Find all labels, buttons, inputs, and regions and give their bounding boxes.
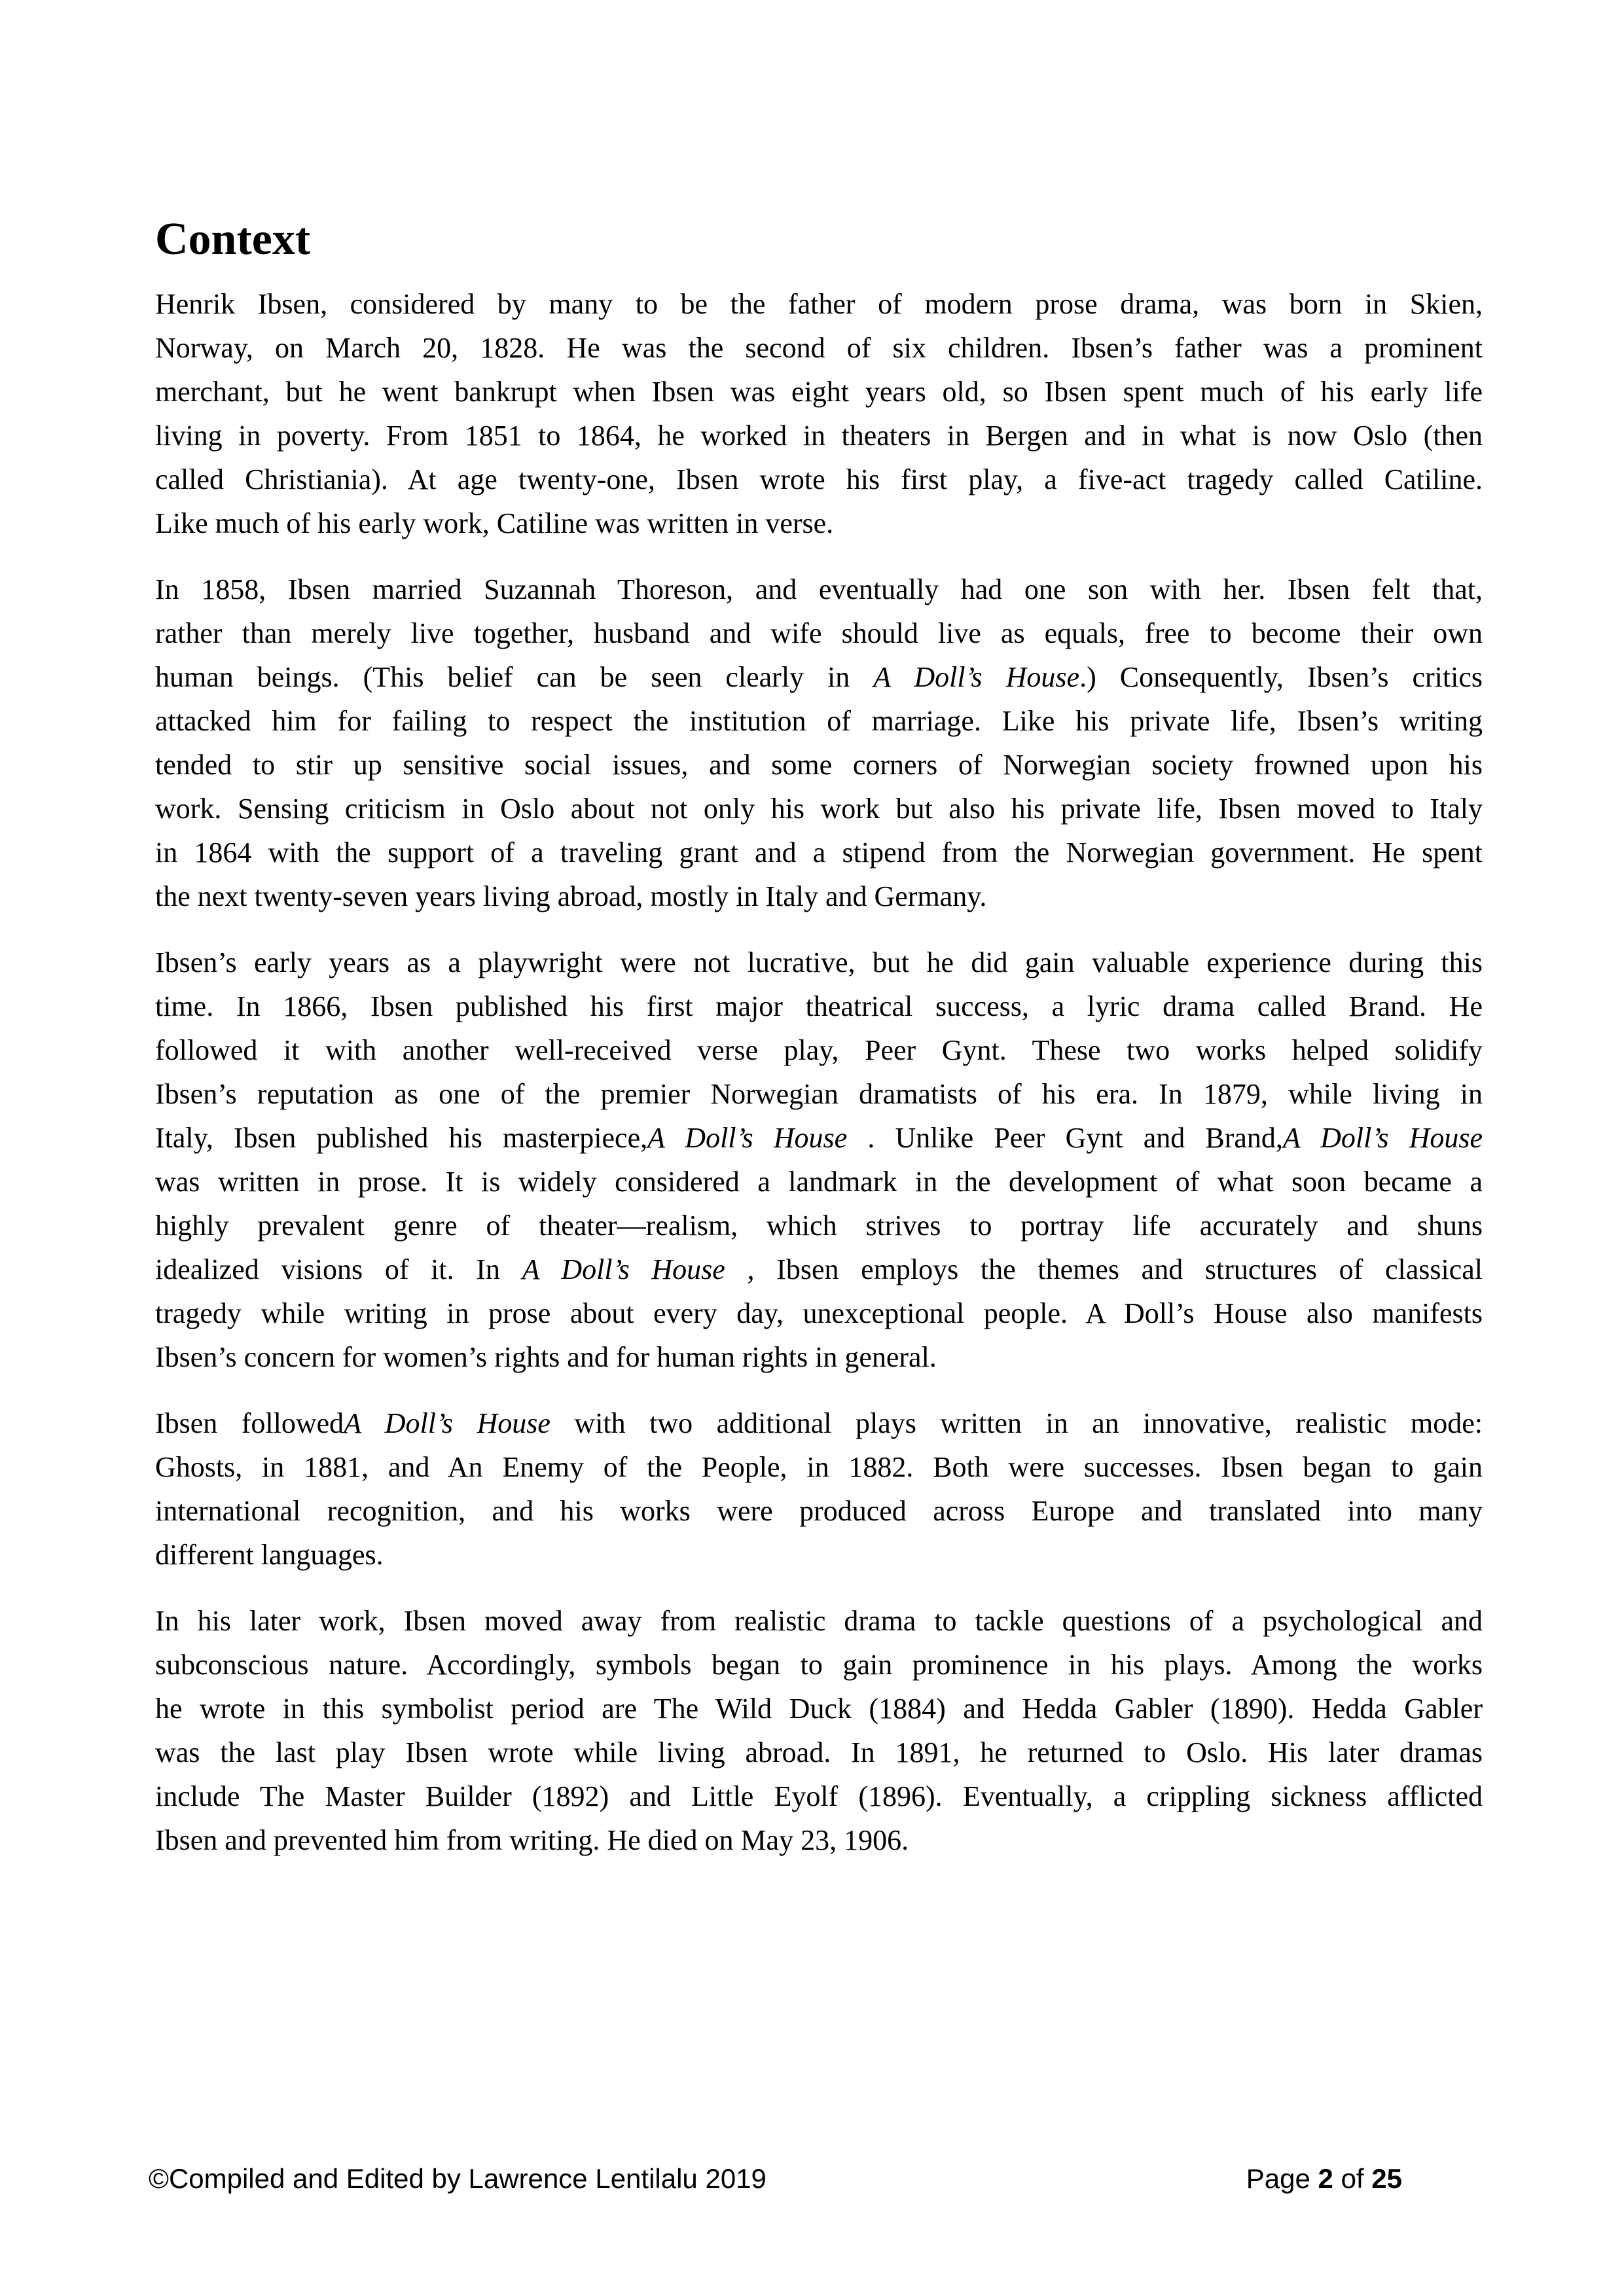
footer-page-info bbox=[1246, 2163, 1402, 2195]
text-segment: subconscious nature. Accordingly, symbols began to gain prominence in his plays. Among the works bbox=[155, 1649, 1483, 1681]
text-segment: .) Consequently, Ibsen’s critics bbox=[1079, 661, 1483, 693]
text-line bbox=[155, 699, 1483, 743]
italic-text-segment: A Doll’s House bbox=[647, 1122, 848, 1154]
italic-text-segment: A Doll’s House bbox=[522, 1253, 725, 1285]
paragraph bbox=[155, 282, 1483, 545]
text-line bbox=[155, 414, 1483, 457]
page-footer bbox=[149, 2163, 1402, 2195]
text-segment: with two additional plays written in an innovative, realistic mode: bbox=[550, 1407, 1483, 1439]
text-segment: merchant, but he went bankrupt when Ibsen was eight years old, so Ibsen spent much of his early life bbox=[155, 376, 1483, 408]
text-segment: Ibsen’s concern for women’s rights and for human rights in general. bbox=[155, 1341, 937, 1373]
text-line bbox=[155, 743, 1483, 787]
text-segment: , Ibsen employs the themes and structures of classical bbox=[725, 1253, 1483, 1285]
text-line bbox=[155, 874, 1483, 918]
paragraph bbox=[155, 941, 1483, 1379]
italic-text-segment: A Doll’s House bbox=[873, 661, 1080, 693]
text-line bbox=[155, 1160, 1483, 1204]
text-line bbox=[155, 1489, 1483, 1533]
text-segment: highly prevalent genre of theater—realism, which strives to portray life accurately and shuns bbox=[155, 1210, 1483, 1242]
text-segment: In his later work, Ibsen moved away from realistic drama to tackle questions of a psychological and bbox=[155, 1605, 1483, 1637]
text-line bbox=[155, 1599, 1483, 1643]
text-line bbox=[155, 984, 1483, 1028]
text-line bbox=[155, 1731, 1483, 1774]
text-line bbox=[155, 1774, 1483, 1818]
text-segment: human beings. (This belief can be seen clearly in bbox=[155, 661, 874, 693]
text-segment: the next twenty-seven years living abroad, mostly in Italy and Germany. bbox=[155, 880, 987, 912]
footer-of-label: of bbox=[1341, 2163, 1364, 2194]
text-line bbox=[155, 831, 1483, 874]
text-line bbox=[155, 1401, 1483, 1445]
text-segment: Ibsen’s early years as a playwright were not lucrative, but he did gain valuable experience during this bbox=[155, 946, 1483, 978]
text-segment: was written in prose. It is widely considered a landmark in the development of what soon became a bbox=[155, 1166, 1483, 1198]
text-line bbox=[155, 1072, 1483, 1116]
text-line bbox=[155, 1445, 1483, 1489]
italic-text-segment: A Doll’s House bbox=[1282, 1122, 1483, 1154]
text-segment: Norway, on March 20, 1828. He was the second of six children. Ibsen’s father was a prominent bbox=[155, 332, 1483, 364]
text-segment: Ibsen’s reputation as one of the premier Norwegian dramatists of his era. In 1879, while living in bbox=[155, 1078, 1483, 1110]
text-line bbox=[155, 501, 1483, 545]
text-line bbox=[155, 1643, 1483, 1687]
text-segment: he wrote in this symbolist period are The Wild Duck (1884) and Hedda Gabler (1890). Hedda Gabler bbox=[155, 1693, 1483, 1725]
text-segment: attacked him for failing to respect the institution of marriage. Like his private life, Ibsen’s writing bbox=[155, 705, 1483, 737]
text-segment: Ibsen followed bbox=[155, 1407, 344, 1439]
text-line bbox=[155, 1204, 1483, 1247]
text-line bbox=[155, 1247, 1483, 1291]
text-segment: Italy, Ibsen published his masterpiece, bbox=[155, 1122, 648, 1154]
text-line bbox=[155, 1818, 1483, 1862]
footer-page-total: 25 bbox=[1371, 2163, 1402, 2194]
text-line bbox=[155, 1335, 1483, 1379]
text-segment: include The Master Builder (1892) and Little Eyolf (1896). Eventually, a crippling sickness afflicted bbox=[155, 1780, 1483, 1812]
text-line bbox=[155, 1291, 1483, 1335]
paragraph bbox=[155, 1401, 1483, 1577]
text-segment: rather than merely live together, husband and wife should live as equals, free to become their own bbox=[155, 617, 1483, 649]
text-segment: Like much of his early work, Catiline was written in verse. bbox=[155, 507, 834, 539]
text-segment: tragedy while writing in prose about every day, unexceptional people. A Doll’s House also manifests bbox=[155, 1297, 1483, 1329]
text-segment: tended to stir up sensitive social issues, and some corners of Norwegian society frowned upon his bbox=[155, 749, 1483, 781]
text-line bbox=[155, 1687, 1483, 1731]
text-segment: different languages. bbox=[155, 1539, 384, 1571]
text-line bbox=[155, 1533, 1483, 1577]
text-segment: international recognition, and his works were produced across Europe and translated into many bbox=[155, 1495, 1483, 1527]
text-line bbox=[155, 567, 1483, 611]
text-segment: Ghosts, in 1881, and An Enemy of the People, in 1882. Both were successes. Ibsen began to gain bbox=[155, 1451, 1483, 1483]
text-segment: time. In 1866, Ibsen published his first major theatrical success, a lyric drama called Brand. He bbox=[155, 990, 1483, 1022]
text-segment: Henrik Ibsen, considered by many to be the father of modern prose drama, was born in Skien, bbox=[155, 288, 1483, 320]
text-segment: work. Sensing criticism in Oslo about not only his work but also his private life, Ibsen moved to Italy bbox=[155, 793, 1483, 825]
text-segment: Ibsen and prevented him from writing. He died on May 23, 1906. bbox=[155, 1824, 909, 1856]
paragraph bbox=[155, 1599, 1483, 1862]
text-segment: in 1864 with the support of a traveling grant and a stipend from the Norwegian government. He spent bbox=[155, 836, 1483, 869]
italic-text-segment: A Doll’s House bbox=[344, 1407, 550, 1439]
text-line bbox=[155, 326, 1483, 370]
footer-copyright: ©Compiled and Edited by Lawrence Lentilalu 2019 bbox=[149, 2163, 767, 2194]
text-segment: In 1858, Ibsen married Suzannah Thoreson, and eventually had one son with her. Ibsen felt that, bbox=[155, 573, 1483, 605]
text-line bbox=[155, 282, 1483, 326]
footer-page-number: 2 bbox=[1318, 2163, 1333, 2194]
text-segment: idealized visions of it. In bbox=[155, 1253, 522, 1285]
text-line bbox=[155, 941, 1483, 984]
text-line bbox=[155, 1028, 1483, 1072]
text-line bbox=[155, 787, 1483, 831]
document-body bbox=[155, 282, 1483, 1884]
paragraph bbox=[155, 567, 1483, 918]
text-line bbox=[155, 457, 1483, 501]
text-line bbox=[155, 1116, 1483, 1160]
text-line bbox=[155, 370, 1483, 414]
text-segment: was the last play Ibsen wrote while living abroad. In 1891, he returned to Oslo. His later dramas bbox=[155, 1736, 1483, 1768]
text-segment: called Christiania). At age twenty-one, Ibsen wrote his first play, a five-act tragedy called Catiline. bbox=[155, 463, 1483, 495]
text-line bbox=[155, 655, 1483, 699]
page-title: Context bbox=[155, 214, 311, 264]
text-segment: living in poverty. From 1851 to 1864, he worked in theaters in Bergen and in what is now Oslo (then bbox=[155, 420, 1483, 452]
text-line bbox=[155, 611, 1483, 655]
footer-page-label: Page bbox=[1246, 2163, 1310, 2194]
text-segment: followed it with another well-received verse play, Peer Gynt. These two works helped solidify bbox=[155, 1034, 1483, 1066]
text-segment: . Unlike Peer Gynt and Brand, bbox=[847, 1122, 1283, 1154]
